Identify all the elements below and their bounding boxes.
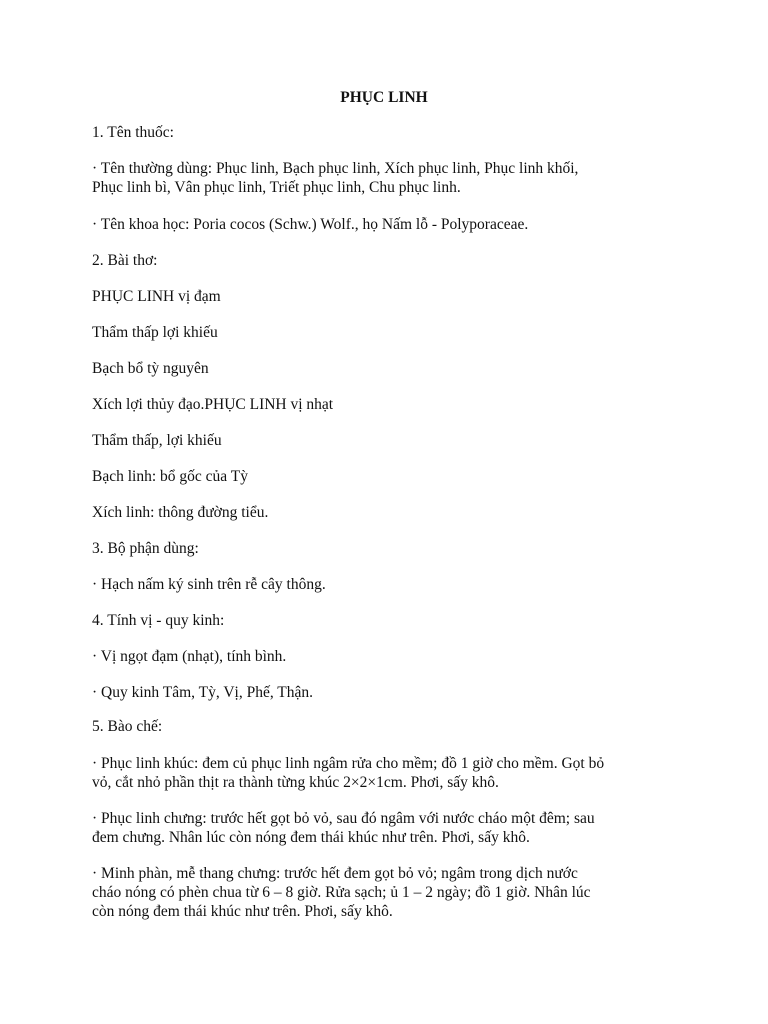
document-title: PHỤC LINH xyxy=(340,89,428,106)
text-line: · Vị ngọt đạm (nhạt), tính bình. xyxy=(92,648,287,665)
poem-line: Xích linh: thông đường tiểu. xyxy=(92,504,269,521)
poem-line: Xích lợi thủy đạo.PHỤC LINH vị nhạt xyxy=(92,396,334,413)
text-line: cháo nóng có phèn chua từ 6 – 8 giờ. Rửa sạch; ủ 1 – 2 ngày; đồ 1 giờ. Nhân lúc xyxy=(92,884,591,901)
section-heading-bo-phan-dung: 3. Bộ phận dùng: xyxy=(92,540,199,557)
section-heading-bao-che: 5. Bào chế: xyxy=(92,718,163,735)
text-line: · Quy kinh Tâm, Tỳ, Vị, Phế, Thận. xyxy=(92,684,314,701)
text-line: đem chưng. Nhân lúc còn nóng đem thái khúc như trên. Phơi, sấy khô. xyxy=(92,829,530,846)
poem-line: Bạch linh: bổ gốc của Tỳ xyxy=(92,468,248,485)
text-line: · Phục linh khúc: đem củ phục linh ngâm rửa cho mềm; đồ 1 giờ cho mềm. Gọt bỏ xyxy=(92,755,605,772)
section-heading-ten-thuoc: 1. Tên thuốc: xyxy=(92,124,174,141)
poem-line: Bạch bổ tỳ nguyên xyxy=(92,360,209,377)
text-line: · Hạch nấm ký sinh trên rễ cây thông. xyxy=(92,576,326,593)
poem-line: PHỤC LINH vị đạm xyxy=(92,288,221,305)
text-line: còn nóng đem thái khúc như trên. Phơi, sấy khô. xyxy=(92,903,393,920)
text-line: vỏ, cắt nhỏ phần thịt ra thành từng khúc 2×2×1cm. Phơi, sấy khô. xyxy=(92,774,499,791)
section-heading-tinh-vi: 4. Tính vị - quy kinh: xyxy=(92,612,225,629)
text-line: · Tên khoa học: Poria cocos (Schw.) Wolf., họ Nấm lỗ - Polyporaceae. xyxy=(92,216,529,233)
poem-line: Thẩm thấp lợi khiếu xyxy=(92,324,218,341)
text-line: Phục linh bì, Vân phục linh, Triết phục linh, Chu phục linh. xyxy=(92,179,461,196)
text-line: · Phục linh chưng: trước hết gọt bỏ vỏ, sau đó ngâm với nước cháo một đêm; sau xyxy=(92,810,595,827)
poem-line: Thẩm thấp, lợi khiếu xyxy=(92,432,222,449)
section-heading-bai-tho: 2. Bài thơ: xyxy=(92,252,158,269)
text-line: · Tên thường dùng: Phục linh, Bạch phục linh, Xích phục linh, Phục linh khối, xyxy=(92,160,579,177)
text-line: · Minh phàn, mễ thang chưng: trước hết đem gọt bỏ vỏ; ngâm trong dịch nước xyxy=(92,865,578,882)
